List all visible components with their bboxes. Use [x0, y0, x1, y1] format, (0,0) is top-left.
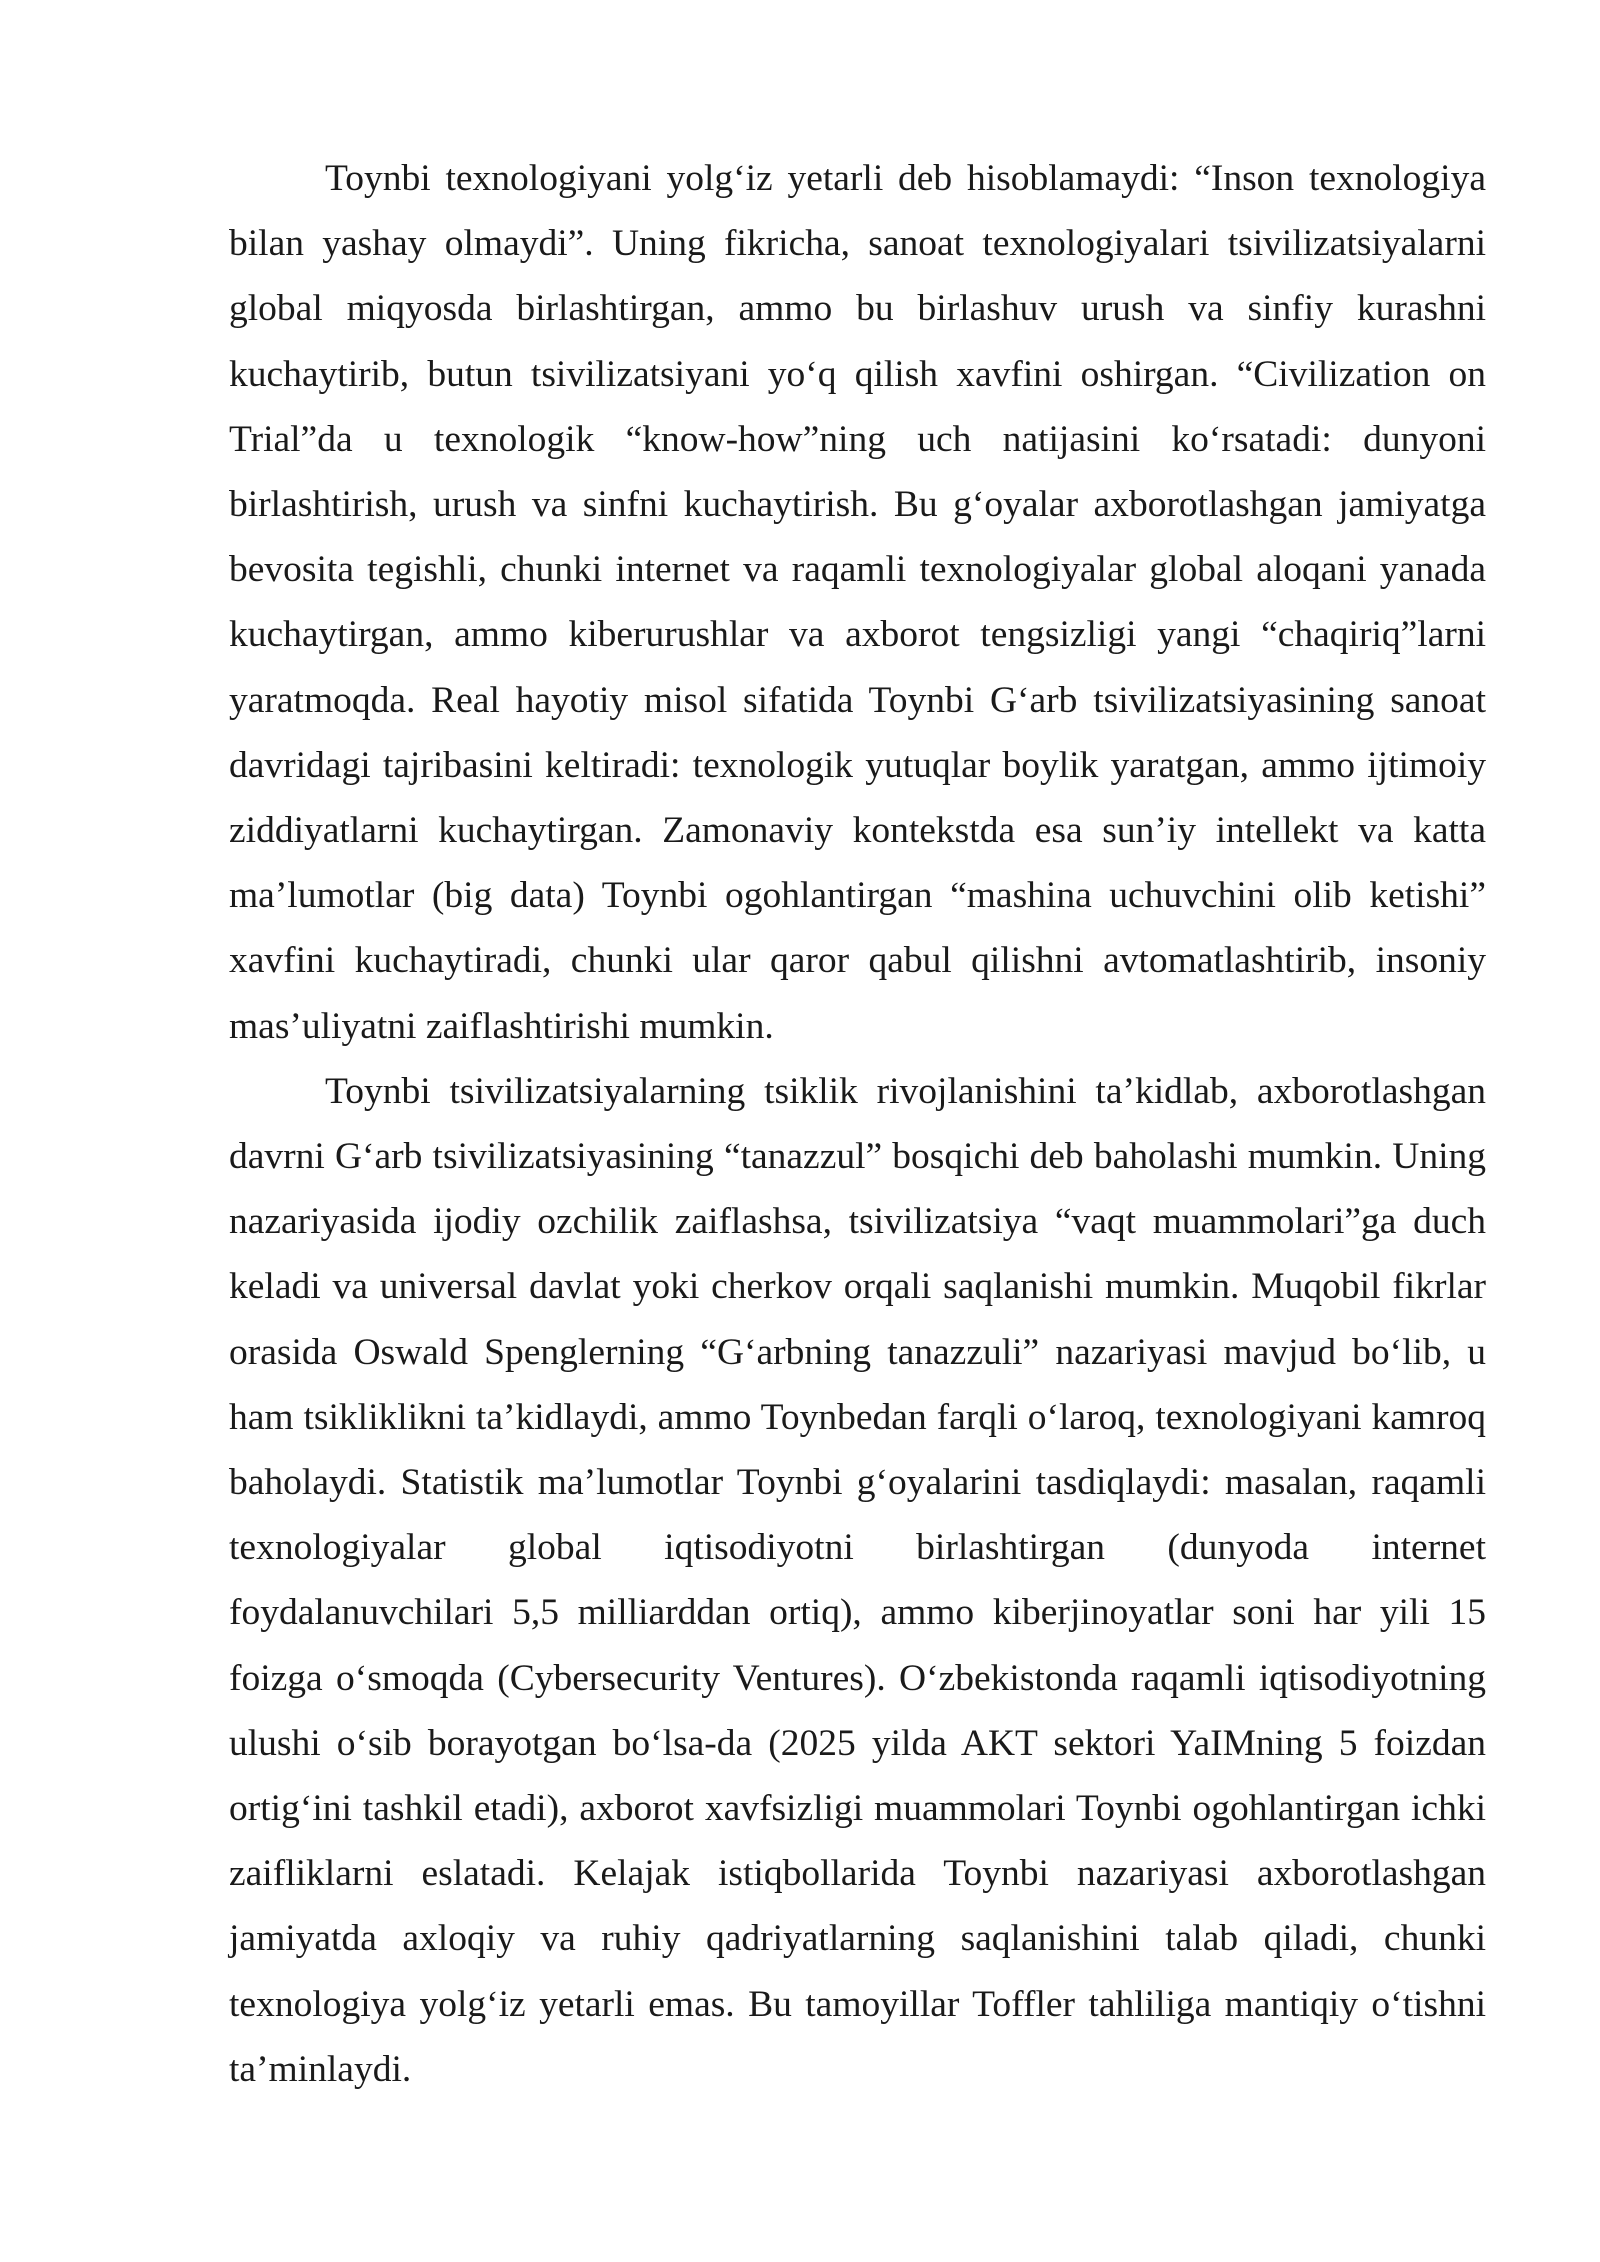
body-text [229, 146, 1486, 2102]
paragraph-2: Toynbi tsivilizatsiyalarning tsiklik rivojlanishini ta’kidlab, axborotlashgan davrni G‘arb tsivilizatsiyasining “tanazzul” bosqichi deb baholashi mumkin. Uning nazariyasida ijodiy ozchilik zaiflashsa, tsivilizatsiya “vaqt muammolari”ga duch keladi va universal davlat yoki cherkov orqali saqlanishi mumkin. Muqobil fikrlar orasida Oswald Spenglerning “G‘arbning tanazzuli” nazariyasi mavjud bo‘lib, u ham tsikliklikni ta’kidlaydi, ammo Toynbedan farqli o‘laroq, texnologiyani kamroq baholaydi. Statistik ma’lumotlar Toynbi g‘oyalarini tasdiqlaydi: masalan, raqamli texnologiyalar global iqtisodiyotni birlashtirgan (dunyoda internet foydalanuvchilari 5,5 milliarddan ortiq), ammo kiberjinoyatlar soni har yili 15 foizga o‘smoqda (Cybersecurity Ventures). O‘zbekistonda raqamli iqtisodiyotning ulushi o‘sib borayotgan bo‘lsa-da (2025 yilda AKT sektori YaIMning 5 foizdan ortig‘ini tashkil etadi), axborot xavfsizligi muammolari Toynbi ogohlantirgan ichki zaifliklarni eslatadi. Kelajak istiqbollarida Toynbi nazariyasi axborotlashgan jamiyatda axloqiy va ruhiy qadriyatlarning saqlanishini talab qiladi, chunki texnologiya yolg‘iz yetarli emas. Bu tamoyillar Toffler tahliliga mantiqiy o‘tishni ta’minlaydi. [229, 1070, 1486, 2090]
paragraph-1: Toynbi texnologiyani yolg‘iz yetarli deb hisoblamaydi: “Inson texnologiya bilan yashay olmaydi”. Uning fikricha, sanoat texnologiyalari tsivilizatsiyalarni global miqyosda birlashtirgan, ammo bu birlashuv urush va sinfiy kurashni kuchaytirib, butun tsivilizatsiyani yo‘q qilish xavfini oshirgan. “Civilization on Trial”da u texnologik “know-how”ning uch natijasini ko‘rsatadi: dunyoni birlashtirish, urush va sinfni kuchaytirish. Bu g‘oyalar axborotlashgan jamiyatga bevosita tegishli, chunki internet va raqamli texnologiyalar global aloqani yanada kuchaytirgan, ammo kiberurushlar va axborot tengsizligi yangi “chaqiriq”larni yaratmoqda. Real hayotiy misol sifatida Toynbi G‘arb tsivilizatsiyasining sanoat davridagi tajribasini keltiradi: texnologik yutuqlar boylik yaratgan, ammo ijtimoiy ziddiyatlarni kuchaytirgan. Zamonaviy kontekstda esa sun’iy intellekt va katta ma’lumotlar (big data) Toynbi ogohlantirgan “mashina uchuvchini olib ketishi” xavfini kuchaytiradi, chunki ular qaror qabul qilishni avtomatlashtirib, insoniy mas’uliyatni zaiflashtirishi mumkin. [229, 158, 1486, 1047]
